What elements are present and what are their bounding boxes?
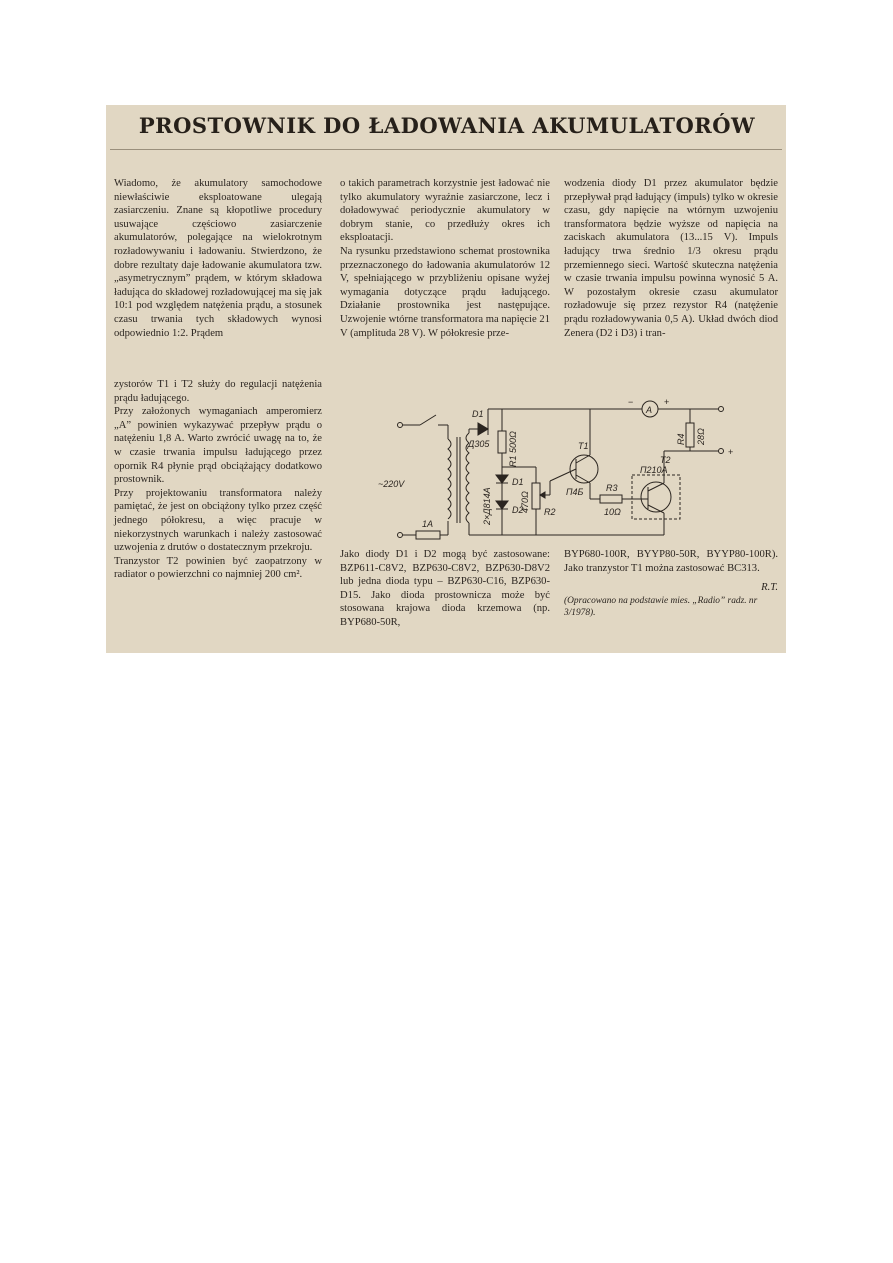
ammeter-label: A <box>646 405 653 415</box>
article-clipping <box>106 105 786 653</box>
d1b-label: D1 <box>512 477 524 487</box>
column-6 <box>564 548 778 619</box>
minus-label: − <box>628 397 634 407</box>
column-2 <box>340 177 550 340</box>
mains-input <box>378 415 448 539</box>
paragraph: Przy projektowaniu transformatora należy pamiętać, że jest on obciążony tylko przez część jednego półokresu, a więc pracuje w niekorzystnych warunkach i należy zastosować uzwojenia z drutów o dostatecznym przekroju. <box>114 487 322 554</box>
fuse-label: 1A <box>422 519 434 529</box>
r3-label: R3 <box>606 483 618 493</box>
column-3 <box>564 177 778 340</box>
t2-type-label: П210А <box>640 465 668 475</box>
fuse <box>416 531 440 539</box>
paragraph: Jako diody D1 i D2 mogą być zastosowane: BZP611-C8V2, BZP630-C8V2, BZP630-D8V2 lub jedna dioda typu – BZP630-C16, BZP630-D15. Jako dioda prostownicza może być stosowana krajowa dioda krzemowa (np. BYP680-50R, <box>340 549 550 628</box>
t1-label: T1 <box>578 441 589 451</box>
plus-top-label: + <box>664 397 670 407</box>
resistor-r4 <box>664 409 718 451</box>
t2-label: T2 <box>660 455 671 465</box>
d1-label: D1 <box>472 409 484 419</box>
ammeter <box>628 397 669 417</box>
paragraph: o takich parametrach korzystnie jest ładować nie tylko akumulatory wyraźnie zasiarczone, lecz i doładowywać periodycznie akumulatory w dobrym stanie, co przedłuży okres ich eksploatacji. <box>340 178 550 244</box>
column-1 <box>114 177 322 340</box>
column-5 <box>340 548 550 630</box>
potentiometer-r2 <box>502 467 556 535</box>
author-signature: R.T. <box>761 582 778 594</box>
column-4 <box>114 378 322 582</box>
resistor-r1 <box>498 409 518 467</box>
circuit-diagram <box>338 389 782 544</box>
paragraph: Przy założonych wymaganiach amperomierz „A” powinien wykazywać przepływ prądu o natężeniu 1,8 A. Warto zwrócić uwagę na to, że w czasie trwania impulsu ładującego przez opornik R4 płynie prąd obciążający dodatkowo prostownik. <box>114 406 322 486</box>
r2-value-label: 470Ω <box>520 491 530 513</box>
title-divider <box>110 149 782 150</box>
transistor-t1 <box>550 409 600 499</box>
mains-label: ~220V <box>378 479 405 489</box>
paragraph: wodzenia diody D1 przez akumulator będzie przepływał prąd ładujący (impuls) tylko w okresie czasu, gdy napięcie na wtórnym uzwojeniu transformatora będzie wyższe od napięcia na zaciskach akumulatora (13...15 V). Impuls ładujący trwa średnio 1/3 okresu prądu przemiennego sieci. Wartość skuteczna natężenia w czasie trwania impulsu powinna wynosić 5 A. W pozostałym okresie czasu akumulator rozładowuje się przez rezystor R4 (natężenie prądu rozładowywania 0,5 A). Układ dwóch diod Zenera (D2 i D3) i tran- <box>564 178 778 339</box>
paragraph: BYP680-100R, BYYP80-50R, BYYP80-100R). Jako tranzystor T1 można zastosować BC313. <box>564 549 778 574</box>
source-note: (Opracowano na podstawie mies. „Radio” radz. nr 3/1978). <box>564 595 758 618</box>
r2-label: R2 <box>544 507 556 517</box>
plus-out-label: + <box>728 447 734 457</box>
r4-value-label: 28Ω <box>696 428 706 445</box>
transistor-t2 <box>632 451 680 535</box>
paragraph: zystorów T1 i T2 służy do regulacji natężenia prądu ładującego. <box>114 379 322 404</box>
zener-diodes <box>482 467 524 535</box>
d2-label: D2 <box>512 505 524 515</box>
r3-value-label: 10Ω <box>604 507 621 517</box>
d2-type-label: 2×Д814А <box>482 487 492 525</box>
article-title: PROSTOWNIK DO ŁADOWANIA AKUMULATORÓW <box>138 113 756 138</box>
paragraph: Wiadomo, że akumulatory samochodowe niewłaściwie eksploatowane ulegają zasiarczeniu. Znane są kłopotliwe procedury usuwające częściowo zasiarczenie akumulatorów, polegające na wielokrotnym rozładowywaniu i ładowaniu. Stwierdzono, że dobre rezultaty daje ładowanie akumulatora tzw. „asymetrycznym” prądem, w którym składowa ładująca do składowej rozładowującej ma się jak 10:1 pod względem natężenia prądu, a stosunek czasu trwania tych składowych wynosi odpowiednio 1:2. Prądem <box>114 178 322 339</box>
d1-type-label: Д305 <box>468 439 490 449</box>
paragraph: Tranzystor T2 powinien być zaopatrzony w radiator o powierzchni co najmniej 200 cm². <box>114 555 322 581</box>
t1-type-label: П4Б <box>566 487 584 497</box>
paragraph: Na rysunku przedstawiono schemat prostownika przeznaczonego do ładowania akumulatorów 12 V, spełniającego w przybliżeniu opisane wyżej wymagania dotyczące prądu ładującego. Działanie prostownika jest następujące. Uzwojenie wtórne transformatora ma napięcie 21 V (amplituda 28 V). W półokresie prze- <box>340 245 550 339</box>
r1-label: R1 500Ω <box>508 431 518 467</box>
r4-label: R4 <box>676 433 686 445</box>
